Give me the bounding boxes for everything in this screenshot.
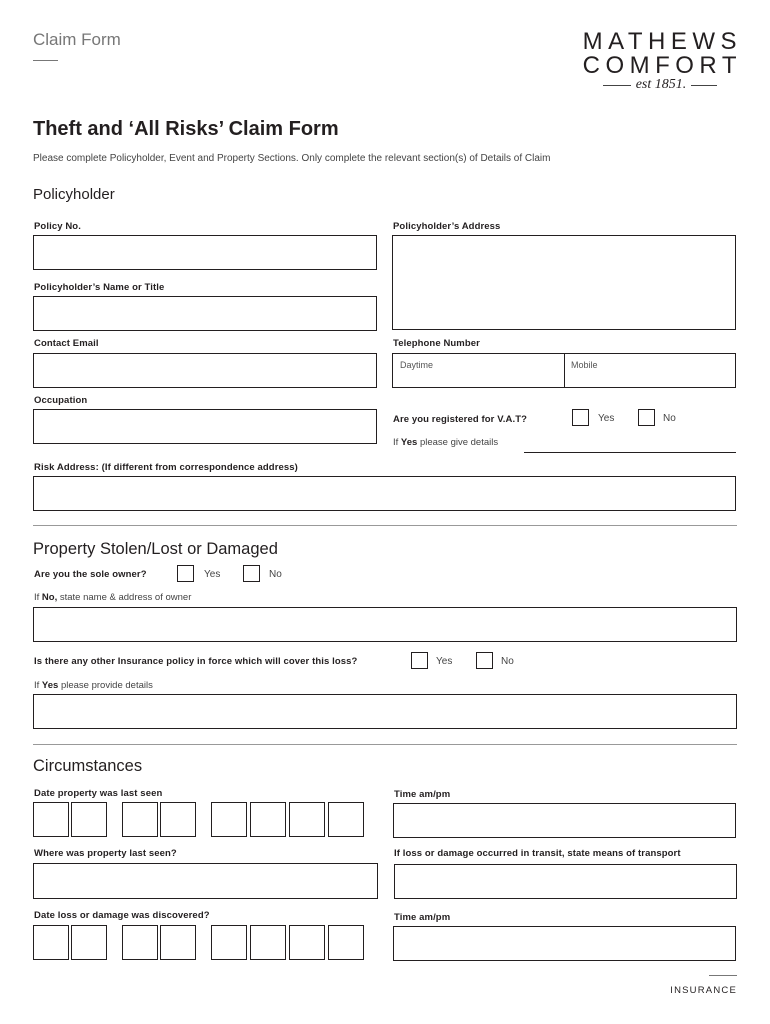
sole-owner-no-label: No	[269, 569, 282, 580]
section-heading-circumstances: Circumstances	[33, 757, 143, 775]
date-digit-box[interactable]	[250, 925, 286, 960]
date-digit-box[interactable]	[33, 802, 69, 837]
vat-yes-checkbox[interactable]	[572, 409, 589, 426]
date-digit-box[interactable]	[250, 802, 286, 837]
brand-name-line2: COMFORT	[582, 52, 742, 79]
date-digit-box[interactable]	[122, 925, 158, 960]
section-heading-property: Property Stolen/Lost or Damaged	[33, 540, 278, 558]
policy-no-label: Policy No.	[34, 221, 81, 232]
transit-label: If loss or damage occurred in transit, state means of transport	[394, 848, 681, 859]
date-digit-box[interactable]	[122, 802, 158, 837]
email-field[interactable]	[33, 353, 377, 388]
email-label: Contact Email	[34, 338, 99, 349]
telephone-label: Telephone Number	[393, 338, 480, 349]
brand-name-line1: MATHEWS	[582, 28, 742, 55]
other-policy-no-label: No	[501, 656, 514, 667]
time-discovered-field[interactable]	[393, 926, 736, 961]
where-seen-field[interactable]	[33, 863, 378, 899]
name-field[interactable]	[33, 296, 377, 331]
date-digit-box[interactable]	[289, 802, 325, 837]
brand-logo	[570, 28, 742, 98]
other-policy-question: Is there any other Insurance policy in force which will cover this loss?	[34, 656, 358, 667]
intro-text: Please complete Policyholder, Event and Property Sections. Only complete the relevant section(s) of Details of Claim	[33, 153, 551, 164]
transit-field[interactable]	[394, 864, 737, 899]
owner-details-field[interactable]	[33, 607, 737, 642]
sole-owner-yes-checkbox[interactable]	[177, 565, 194, 582]
section-divider	[33, 525, 737, 526]
brand-est: est 1851.	[635, 77, 687, 92]
name-label: Policyholder’s Name or Title	[34, 282, 165, 293]
daytime-label: Daytime	[400, 360, 434, 370]
date-digit-box[interactable]	[160, 925, 196, 960]
page-title: Theft and ‘All Risks’ Claim Form	[33, 118, 339, 140]
brand-est-rule-left	[603, 85, 631, 86]
date-discovered-field	[33, 925, 373, 961]
footer-label: INSURANCE	[670, 985, 737, 996]
date-digit-box[interactable]	[33, 925, 69, 960]
vat-no-checkbox[interactable]	[638, 409, 655, 426]
date-digit-box[interactable]	[211, 925, 247, 960]
date-digit-box[interactable]	[328, 925, 364, 960]
policy-no-field[interactable]	[33, 235, 377, 270]
date-digit-box[interactable]	[71, 802, 107, 837]
owner-details-hint: If No, state name & address of owner	[34, 592, 192, 603]
other-policy-details-hint: If Yes please provide details	[34, 680, 153, 691]
time-discovered-label: Time am/pm	[394, 912, 451, 923]
occupation-label: Occupation	[34, 395, 88, 406]
sole-owner-no-checkbox[interactable]	[243, 565, 260, 582]
doc-label: Claim Form	[33, 30, 121, 49]
mobile-field[interactable]	[565, 354, 735, 387]
time-last-seen-field[interactable]	[393, 803, 736, 838]
date-last-seen-label: Date property was last seen	[34, 788, 163, 799]
section-divider	[33, 744, 737, 745]
address-field[interactable]	[392, 235, 736, 330]
section-heading-policyholder: Policyholder	[33, 186, 115, 203]
vat-question: Are you registered for V.A.T?	[393, 414, 527, 425]
other-policy-details-field[interactable]	[33, 694, 737, 729]
footer-rule	[709, 975, 737, 976]
date-digit-box[interactable]	[211, 802, 247, 837]
risk-address-field[interactable]	[33, 476, 736, 511]
mobile-label: Mobile	[571, 360, 598, 370]
doc-label-underline	[33, 60, 58, 61]
brand-est-rule-right	[691, 85, 717, 86]
date-last-seen-field	[33, 802, 373, 838]
date-digit-box[interactable]	[289, 925, 325, 960]
occupation-field[interactable]	[33, 409, 377, 444]
telephone-field	[392, 353, 736, 388]
other-policy-yes-label: Yes	[436, 656, 453, 667]
other-policy-no-checkbox[interactable]	[476, 652, 493, 669]
date-digit-box[interactable]	[328, 802, 364, 837]
vat-yes-label: Yes	[598, 413, 615, 424]
date-discovered-label: Date loss or damage was discovered?	[34, 910, 210, 921]
time-last-seen-label: Time am/pm	[394, 789, 451, 800]
where-seen-label: Where was property last seen?	[34, 848, 177, 859]
sole-owner-question: Are you the sole owner?	[34, 569, 147, 580]
risk-address-label: Risk Address: (If different from correspondence address)	[34, 462, 298, 473]
vat-details-hint: If Yes please give details	[393, 437, 499, 448]
vat-no-label: No	[663, 413, 676, 424]
date-digit-box[interactable]	[160, 802, 196, 837]
other-policy-yes-checkbox[interactable]	[411, 652, 428, 669]
date-digit-box[interactable]	[71, 925, 107, 960]
daytime-field[interactable]	[393, 354, 565, 387]
sole-owner-yes-label: Yes	[204, 569, 221, 580]
address-label: Policyholder’s Address	[393, 221, 501, 232]
vat-details-line[interactable]	[524, 452, 736, 453]
